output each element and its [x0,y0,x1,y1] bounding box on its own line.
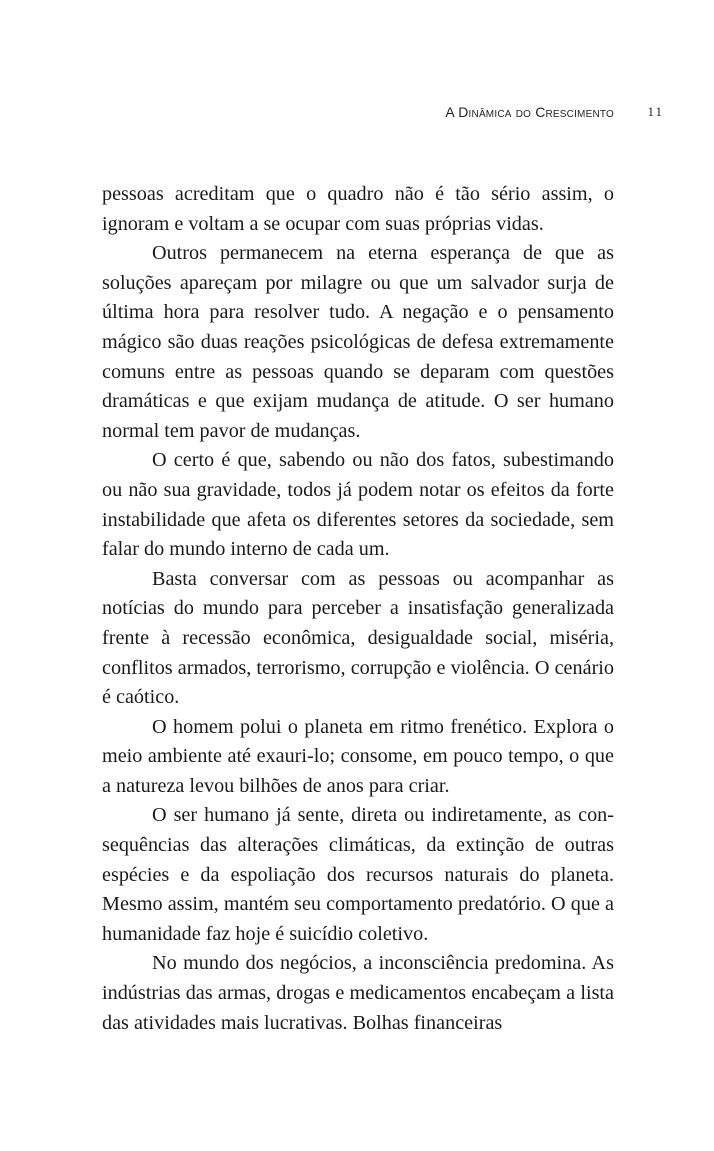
paragraph-continuation: pessoas acreditam que o quadro não é tão sério assim, o ignoram e voltam a se ocupar com suas próprias vidas. [102,183,614,235]
paragraph: O homem polui o planeta em ritmo frenético. Explora o meio ambiente até exauri-lo; consome, em pouco tempo, o que a natureza levou bilhões de anos para criar. [102,715,614,797]
running-head [445,104,614,120]
paragraph: Basta conversar com as pessoas ou acompanhar as notícias do mundo para perceber a insatisfação generalizada frente à recessão econômica, desigualdade social, miséria, conflitos armados, terrorismo, corrupção e violência. O cenário é caótico. [102,567,614,709]
page-number: 11 [647,104,664,119]
running-title: A Dinâmica do Crescimento [445,104,614,120]
body-text [102,180,614,1038]
paragraph: No mundo dos negócios, a inconsciência predomina. As indústrias das armas, drogas e medicamentos encabeçam a lista das atividades mais lucrativas. Bolhas financeiras [102,952,614,1034]
paragraph: O ser humano já sente, direta ou indiretamente, as consequências das alterações climáticas, da extinção de outras espécies e da espoliação dos recursos naturais do planeta. Mesmo assim, mantém seu comportamento predatório. O que a humanidade faz hoje é suicídio coletivo. [102,804,614,945]
paragraph: Outros permanecem na eterna esperança de que as soluções apareçam por milagre ou que um salvador surja de última hora para resolver tudo. A negação e o pensamento mágico são duas reações psicológicas de defesa extremamente comuns entre as pessoas quando se deparam com questões dramáticas e que exijam mudança de atitude. O ser humano normal tem pavor de mudanças. [102,242,614,442]
paragraph: O certo é que, sabendo ou não dos fatos, subestimando ou não sua gravidade, todos já podem notar os efeitos da forte instabilidade que afeta os diferentes setores da sociedade, sem falar do mundo interno de cada um. [102,449,614,561]
